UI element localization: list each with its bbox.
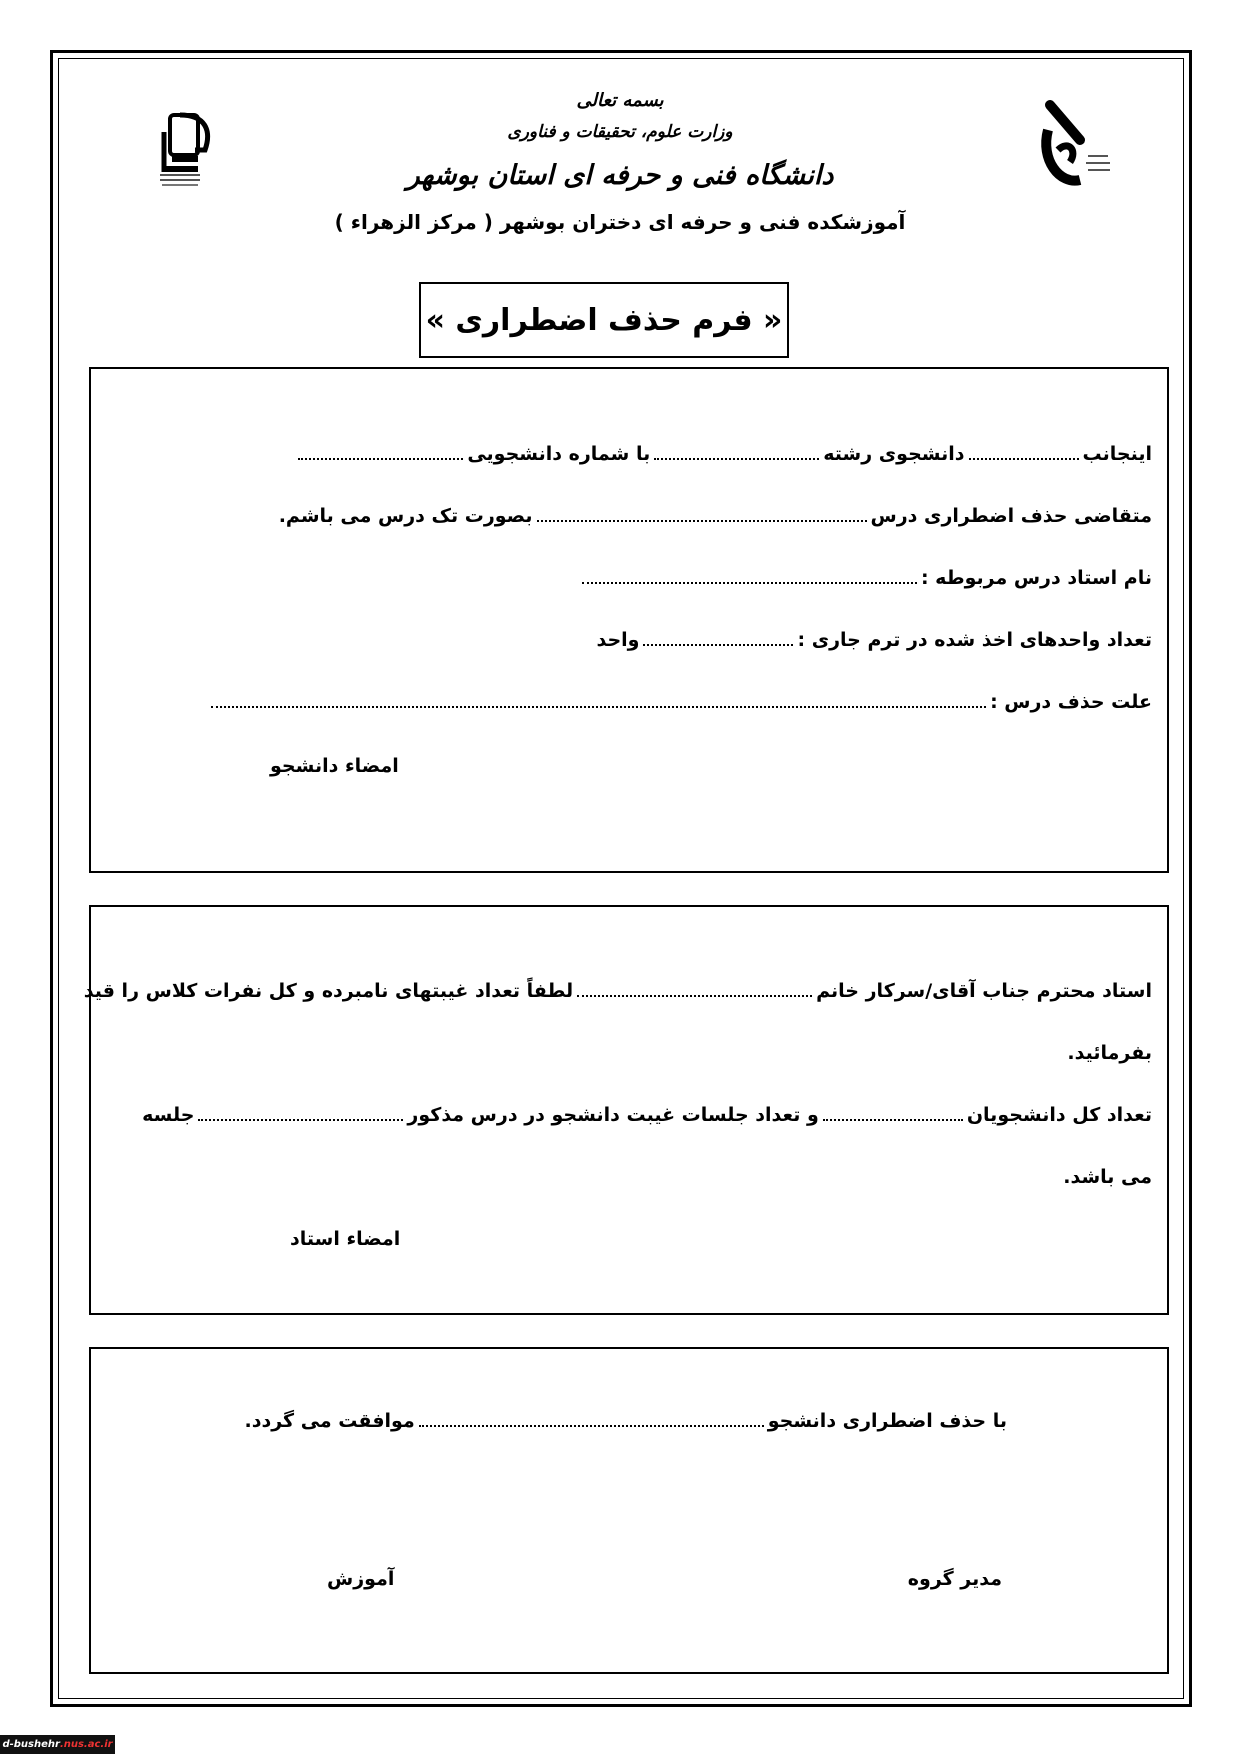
education-signature: آموزش	[327, 1568, 395, 1590]
university-emblem-icon	[150, 110, 225, 200]
form-title-box	[419, 282, 789, 358]
university-name: دانشگاه فنی و حرفه ای استان بوشهر	[406, 160, 834, 191]
student-line-1: اینجانبدانشجوی رشتهبا شماره دانشجویی	[294, 443, 1152, 465]
form-title: « فرم حذف اضطراری »	[425, 302, 783, 338]
website-stamp: d-bushehr .nus.ac.ir	[0, 1735, 115, 1754]
professor-line-1: استاد محترم جناب آقای/سرکار خانملطفاً تعداد غیبتهای نامبرده و کل نفرات کلاس را قید	[83, 980, 1152, 1002]
total-students-field[interactable]	[823, 1107, 963, 1121]
professor-signature: امضاء استاد	[290, 1228, 401, 1250]
college-logo-right	[1040, 100, 1120, 199]
university-logo-left	[150, 110, 225, 204]
reason-field[interactable]	[211, 694, 986, 708]
group-manager-signature: مدیر گروه	[907, 1568, 1002, 1590]
units-count-field[interactable]	[643, 632, 793, 646]
professor-line-3: تعداد کل دانشجویانو تعداد جلسات غیبت دانشجو در درس مذکورجلسه	[142, 1104, 1152, 1126]
student-line-3: نام استاد درس مربوطه :	[578, 567, 1152, 589]
professor-name-field[interactable]	[577, 983, 812, 997]
course-name-field[interactable]	[537, 508, 867, 522]
absence-sessions-field[interactable]	[198, 1107, 403, 1121]
student-signature: امضاء دانشجو	[270, 755, 399, 777]
professor-line-2: بفرمائید.	[1067, 1042, 1152, 1064]
student-line-5: علت حذف درس :	[207, 691, 1152, 713]
basmala: بسمه تعالی	[576, 90, 664, 111]
student-line-4: تعداد واحدهای اخذ شده در ترم جاری :واحد	[596, 629, 1152, 651]
college-name: آموزشکده فنی و حرفه ای دختران بوشهر ( مرکز الزهراء )	[334, 210, 906, 234]
name-field[interactable]	[969, 446, 1079, 460]
approval-line-1: با حذف اضطراری دانشجوموافقت می گردد.	[244, 1410, 1007, 1432]
student-line-2: متقاضی حذف اضطراری درسبصورت تک درس می باشم.	[278, 505, 1152, 527]
approved-student-field[interactable]	[419, 1413, 764, 1427]
major-field[interactable]	[654, 446, 819, 460]
student-number-field[interactable]	[298, 446, 463, 460]
professor-line-4: می باشد.	[1063, 1166, 1152, 1188]
approval-section	[89, 1347, 1169, 1674]
ministry-name: وزارت علوم، تحقیقات و فناوری	[507, 122, 733, 142]
college-emblem-icon	[1040, 100, 1120, 195]
instructor-name-field[interactable]	[582, 570, 917, 584]
